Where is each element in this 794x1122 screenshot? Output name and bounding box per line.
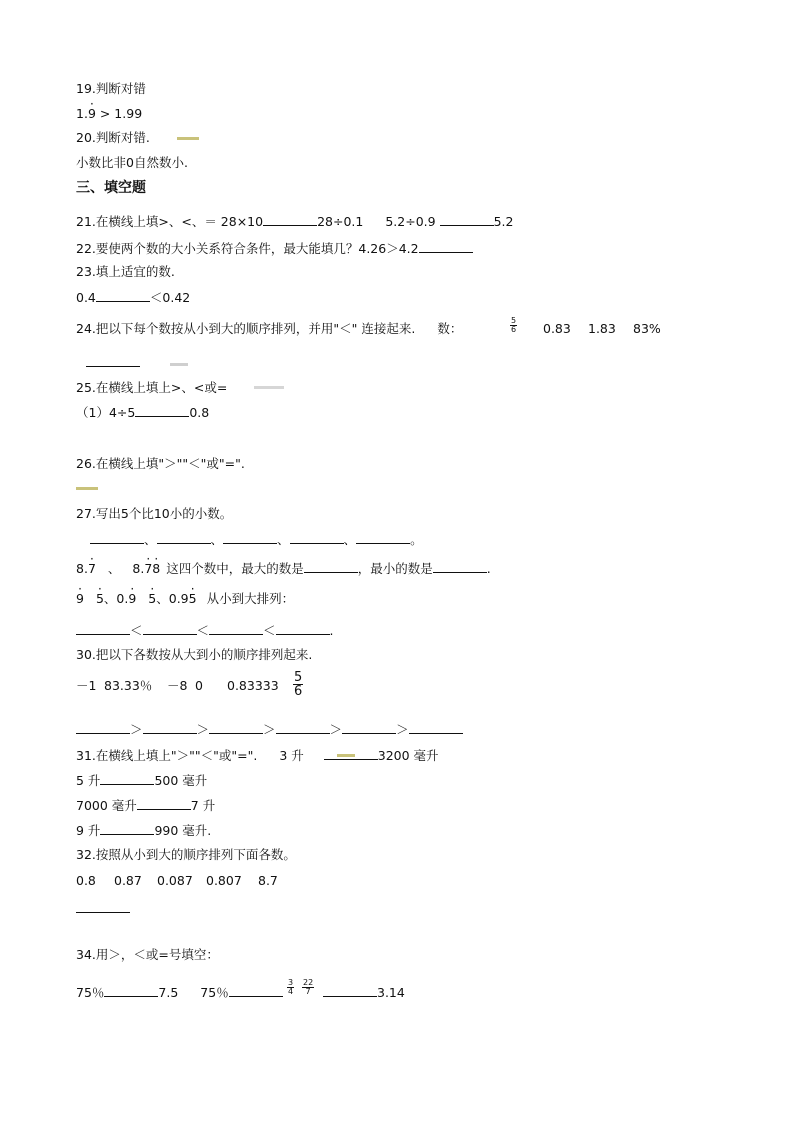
q20-title: 20.判断对错. [76, 130, 150, 145]
q31-row-3 [76, 822, 211, 839]
q29-blank-3[interactable] [209, 622, 263, 635]
tiny-image-mark [76, 487, 98, 490]
q31-row2-lead: 7000 毫升 [76, 798, 137, 813]
q28-end: . [486, 561, 491, 576]
q19-repeating-digit: · 9 [88, 106, 96, 122]
q29-part2: · 5 [96, 591, 104, 607]
q30-answers [76, 721, 463, 738]
q28-blank-1[interactable] [304, 560, 358, 573]
q29-lt: ＜ [263, 623, 276, 638]
q19-int: 1. [76, 106, 88, 121]
q30-n5: 0.83333 [227, 678, 279, 693]
q24 [76, 321, 462, 337]
q34-a-end: 7.5 [158, 985, 179, 1000]
q27-sep: 、 [343, 532, 357, 547]
q24-n2: 1.83 [588, 321, 616, 336]
section-heading: 三、填空题 [76, 180, 146, 196]
q30-gt: ＞ [263, 722, 276, 737]
q25-item-lead: （1）4÷5 [76, 405, 136, 420]
q34-fraction-1 [287, 979, 294, 996]
q31-row3-lead: 9 升 [76, 823, 101, 838]
q34-f1-num: 3 [288, 978, 294, 987]
q34-b-lead: 75％ [200, 985, 229, 1000]
q23-title: 23.填上适宜的数. [76, 264, 175, 279]
q30-frac-den: 6 [294, 684, 303, 699]
q30-n4: 0 [195, 678, 203, 693]
q21-end: 5.2 [493, 214, 514, 229]
q29-part1: · 9 [76, 591, 84, 607]
q31-blank-1[interactable] [100, 772, 154, 785]
q31 [76, 747, 439, 764]
q31-title: 31.在横线上填上"＞""＜"或"=". [76, 748, 258, 763]
q28-text2: ，最小的数是 [357, 561, 433, 576]
q34-a-lead: 75％ [76, 985, 105, 1000]
q32-blank[interactable] [76, 900, 130, 913]
q34-f2-num: 22 [303, 978, 314, 987]
q21-mid2: 5.2÷0.9 [385, 214, 436, 229]
q28-text1: 这四个数中，最大的数是 [166, 561, 304, 576]
q29-lt: ＜ [196, 623, 210, 638]
q28-blank-2[interactable] [433, 560, 487, 573]
q27-blank-4[interactable] [290, 531, 344, 544]
q21 [76, 213, 513, 230]
tiny-image-mark [254, 386, 284, 389]
q28-b-digit2: · 8 [152, 561, 160, 577]
q28: 8.· 7 、 8.· 7· 8 这四个数中，最大的数是 ，最小的数是 . [76, 560, 491, 577]
q25-blank[interactable] [135, 404, 189, 417]
q28-a-digit: · 7 [88, 561, 96, 577]
q27-answers [90, 531, 423, 548]
q32-n3: 0.087 [157, 873, 193, 888]
q31-row-2 [76, 797, 215, 814]
q30-fraction [293, 671, 303, 698]
q31-first-lead: 3 升 [279, 748, 304, 763]
q27-blank-2[interactable] [157, 531, 211, 544]
q27-blank-1[interactable] [90, 531, 144, 544]
q27-sep: 、 [144, 532, 157, 547]
q32-n4: 0.807 [206, 873, 242, 888]
q31-blank-2[interactable] [137, 797, 191, 810]
q21-mid1: 28÷0.1 [317, 214, 364, 229]
q34-blank-1[interactable] [104, 984, 158, 997]
q30-blank-2[interactable] [143, 721, 197, 734]
q23-lead: 0.4 [76, 290, 96, 305]
q27-end: 。 [410, 532, 423, 547]
q29 [76, 591, 294, 607]
q25-end: 0.8 [189, 405, 210, 420]
q30-n3: －8 [167, 678, 188, 693]
q30-blank-6[interactable] [409, 721, 463, 734]
q29-blank-1[interactable] [76, 622, 130, 635]
q21-blank-2[interactable] [440, 213, 494, 226]
q31-row1-lead: 5 升 [76, 773, 101, 788]
q27-sep: 、 [277, 532, 290, 547]
q24-frac-den: 6 [511, 325, 517, 334]
q24-n3: 83% [633, 321, 661, 336]
tiny-image-mark [337, 754, 355, 757]
q31-first-end: 3200 毫升 [377, 748, 439, 763]
q24-fraction [510, 317, 517, 334]
q29-part5: · 5 [189, 591, 197, 607]
q34-fraction-2 [302, 979, 314, 996]
tiny-image-mark [170, 363, 188, 366]
q23-blank[interactable] [96, 289, 150, 302]
tiny-image-mark [177, 137, 199, 140]
q30-gt: ＞ [130, 722, 143, 737]
q30-n2: 83.33％ [104, 678, 153, 693]
q31-row2-end: 7 升 [190, 798, 216, 813]
q24-n1: 0.83 [543, 321, 571, 336]
q29-lt: ＜ [130, 623, 143, 638]
q23-end: ＜0.42 [149, 290, 191, 305]
q34-title: 34.用＞，＜或=号填空： [76, 947, 219, 962]
q34-blank-3[interactable] [323, 984, 377, 997]
q24-answer [86, 354, 140, 371]
q29-end: . [329, 623, 334, 638]
q30-blank-4[interactable] [276, 721, 330, 734]
q25-title: 25.在横线上填上>、<或= [76, 380, 228, 395]
q19-title: 19.判断对错 [76, 81, 146, 96]
q30-blank-1[interactable] [76, 721, 130, 734]
q25-item [76, 404, 209, 421]
q30-gt: ＞ [396, 722, 409, 737]
q27-blank-5[interactable] [356, 531, 410, 544]
q28-b-digit1: · 7 [144, 561, 152, 577]
q29-blank-4[interactable] [276, 622, 330, 635]
q30-gt: ＞ [329, 722, 343, 737]
q30-n1: －1 [76, 678, 97, 693]
q28-b: 8. [132, 561, 145, 576]
q30-blank-3[interactable] [209, 721, 263, 734]
q34-c-end: 3.14 [377, 985, 405, 1000]
q24-blank[interactable] [86, 354, 140, 367]
q27-title: 27.写出5个比10小的小数。 [76, 506, 233, 521]
q27-blank-3[interactable] [223, 531, 277, 544]
q23-row [76, 289, 190, 306]
q29-part3: · 9 [128, 591, 136, 607]
q24-label: 数： [437, 321, 463, 336]
q30-frac-num: 5 [294, 670, 303, 685]
q32-n5: 8.7 [258, 873, 278, 888]
q28-a: 8. [76, 561, 88, 576]
q26-title: 26.在横线上填"＞""＜"或"=". [76, 456, 245, 471]
q29-blank-2[interactable] [143, 622, 197, 635]
q21-blank-1[interactable] [263, 213, 317, 226]
q34-c [323, 984, 405, 1001]
q21-lead: 21.在横线上填>、<、＝ 28×10 [76, 214, 264, 229]
q20-statement: 小数比非0自然数小. [76, 155, 188, 170]
q31-row3-end: 990 毫升. [154, 823, 212, 838]
q34-a [76, 984, 283, 1001]
q30-gt: ＞ [196, 722, 210, 737]
q32-n2: 0.87 [114, 873, 142, 888]
q30-title: 30.把以下各数按从大到小的顺序排列起来. [76, 647, 313, 662]
q27-sep: 、 [210, 532, 224, 547]
q34-blank-2[interactable] [229, 984, 283, 997]
q19-expression [76, 106, 142, 122]
q19-rest: > 1.99 [95, 106, 143, 121]
q29-part4: · 5 [148, 591, 156, 607]
q32-answer [76, 900, 130, 917]
q32-title: 32.按照从小到大的顺序排列下面各数。 [76, 847, 296, 862]
q32-n1: 0.8 [76, 873, 96, 888]
q22-text: 22.要使两个数的大小关系符合条件，最大能填几？4.26＞4.2 [76, 241, 419, 256]
q29-sep1: 、0. [103, 591, 129, 606]
q31-blank-3[interactable] [100, 822, 154, 835]
q22-blank[interactable] [419, 240, 473, 253]
q22 [76, 240, 473, 257]
q24-lead: 24.把以下每个数按从小到大的顺序排列，并用"＜" 连接起来. [76, 321, 416, 336]
q34-f2-den: 7 [305, 987, 311, 996]
q29-text: 从小到大排列： [206, 591, 295, 606]
q24-frac-num: 5 [511, 316, 517, 325]
q31-row-1 [76, 772, 207, 789]
q34-f1-den: 4 [288, 987, 294, 996]
q31-row1-end: 500 毫升 [154, 773, 208, 788]
q30-blank-5[interactable] [342, 721, 396, 734]
q29-sep2: 、0.9 [156, 591, 189, 606]
q29-answers [76, 622, 334, 639]
